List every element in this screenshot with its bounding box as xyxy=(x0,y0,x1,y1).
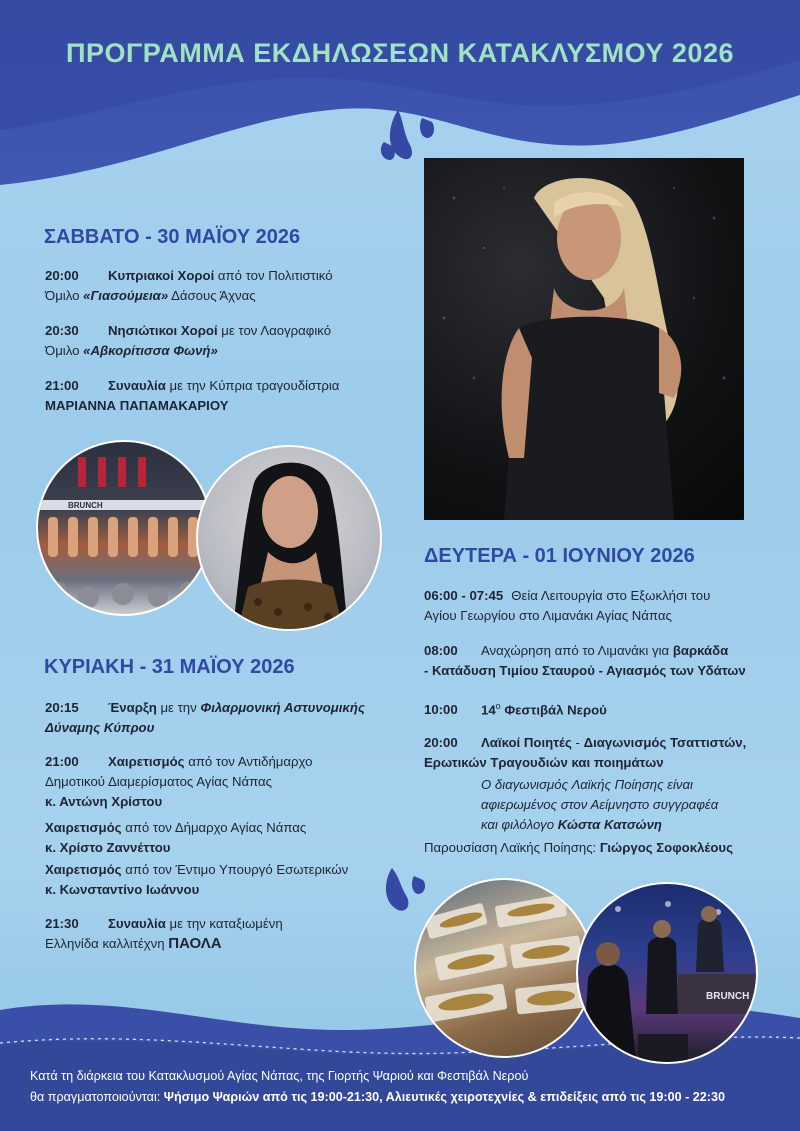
event-title: Έναρξη xyxy=(108,700,157,715)
event-time: 20:30 xyxy=(45,323,79,338)
sunday-event-3 xyxy=(45,818,385,858)
event-time: 08:00 xyxy=(424,643,458,658)
event-text: με την καταξιωμένη xyxy=(165,916,283,931)
monday-heading: ΔΕΥΤΕΡΑ - 01 ΙΟΥΝΙΟΥ 2026 xyxy=(424,545,695,567)
event-text: Θεία Λειτουργία στο Εξωκλήσι του xyxy=(511,588,711,603)
singer-photo xyxy=(424,158,744,520)
event-title: Ερωτικών Τραγουδιών και ποιημάτων xyxy=(424,755,664,770)
event-title: Συναυλία xyxy=(108,378,166,393)
note-text: Ο διαγωνισμός Λαϊκής Ποίησης είναι xyxy=(481,777,693,792)
band-name: Φιλαρμονική Αστυνομικής xyxy=(200,700,365,715)
ordinal-suffix: ο xyxy=(495,701,501,711)
monday-event-3 xyxy=(424,696,784,720)
event-time: 06:00 - 07:45 xyxy=(424,588,504,603)
event-title: Χαιρετισμός xyxy=(108,754,185,769)
brunch-sign: BRUNCH xyxy=(706,991,750,1002)
event-text: με την xyxy=(156,700,201,715)
performer-name: ΠΑΟΛΑ xyxy=(168,935,222,952)
note-text: αφιερωμένος στον Αείμνηστο συγγραφέα xyxy=(481,797,719,812)
band-stage-photo xyxy=(576,882,758,1064)
event-text: Ελληνίδα καλλιτέχνη xyxy=(45,936,169,951)
speaker-name: κ. Χρίστο Ζαννέττου xyxy=(45,840,171,855)
event-title: βαρκάδα xyxy=(672,643,729,658)
footer-text: θα πραγματοποιούνται: xyxy=(30,1090,164,1104)
footer-line-2 xyxy=(30,1087,725,1108)
event-time: 10:00 xyxy=(424,702,458,718)
event-text: από τον Δήμαρχο Αγίας Νάπας xyxy=(121,820,307,835)
event-title: Χαιρετισμός xyxy=(45,862,122,877)
event-text: από τον Αντιδήμαρχο xyxy=(184,754,313,769)
band-name: Δύναμης Κύπρου xyxy=(45,720,155,735)
note-text: και φιλόλογο xyxy=(481,817,558,832)
event-time: 20:00 xyxy=(424,735,458,750)
saturday-event-2 xyxy=(45,321,375,361)
event-text: Όμιλο xyxy=(45,343,84,358)
event-title: Νησιώτικοι Χοροί xyxy=(108,323,218,338)
event-title: Διαγωνισμός Τσαττιστών, xyxy=(583,735,747,750)
event-text: Όμιλο xyxy=(45,288,84,303)
presenter-surname: Σοφοκλέους xyxy=(656,840,733,855)
speaker-name: κ. Αντώνη Χρίστου xyxy=(45,794,163,809)
performer-name: ΜΑΡΙΑΝΝΑ ΠΑΠΑΜΑΚΑΡΙΟΥ xyxy=(45,398,229,413)
event-time: 21:30 xyxy=(45,916,79,931)
sunday-event-2 xyxy=(45,752,385,812)
paola-photo xyxy=(196,445,382,631)
dancers-photo xyxy=(36,440,212,616)
event-text: Δημοτικού Διαμερίσματος Αγίας Νάπας xyxy=(45,774,272,789)
sunday-event-4 xyxy=(45,860,385,900)
saturday-event-3 xyxy=(45,376,385,416)
monday-event-2 xyxy=(424,641,794,681)
monday-note xyxy=(481,775,781,835)
event-text: Δάσους Άχνας xyxy=(168,288,256,303)
event-text: - xyxy=(571,735,584,750)
footer xyxy=(0,1062,800,1131)
event-time: 21:00 xyxy=(45,754,79,769)
event-title: Κυπριακοί Χοροί xyxy=(108,268,215,283)
sunday-event-1 xyxy=(45,698,385,738)
sunday-heading: ΚΥΡΙΑΚΗ - 31 ΜΑΪΟΥ 2026 xyxy=(44,656,295,678)
sunday-event-5 xyxy=(45,914,385,954)
event-text: από τον Πολιτιστικό xyxy=(214,268,333,283)
event-text: Αναχώρηση από το Λιμανάκι για xyxy=(481,643,673,658)
page-title: ΠΡΟΓΡΑΜΜΑ ΕΚΔΗΛΩΣΕΩΝ ΚΑΤΑΚΛΥΣΜΟΥ 2026 xyxy=(66,38,734,68)
event-time: 20:15 xyxy=(45,700,79,715)
event-text: με τον Λαογραφικό xyxy=(217,323,332,338)
presenter-label: Παρουσίαση Λαϊκής Ποίησης: xyxy=(424,840,600,855)
footer-line-1: Κατά τη διάρκεια του Κατακλυσμού Αγίας Νάπας, της Γιορτής Ψαριού και Φεστιβάλ Νερού xyxy=(30,1069,529,1083)
saturday-heading: ΣΑΒΒΑΤΟ - 30 ΜΑΪΟΥ 2026 xyxy=(44,226,301,248)
event-time: 21:00 xyxy=(45,378,79,393)
saturday-event-1 xyxy=(45,266,375,306)
group-name: «Γιασούμεια» xyxy=(83,288,169,303)
grilled-fish-photo xyxy=(414,878,594,1058)
speaker-name: κ. Κωνσταντίνο Ιωάννου xyxy=(45,882,200,897)
footer-highlight: Ψήσιμο Ψαριών από τις 19:00-21:30, Αλιευτικές χειροτεχνίες & επιδείξεις από τις 19:00 - 22:30 xyxy=(163,1090,725,1104)
event-title: Φεστιβάλ Νερού xyxy=(500,702,607,718)
monday-event-1 xyxy=(424,586,784,626)
honoree-name: Κώστα Κατσώνη xyxy=(557,817,662,832)
event-title: Χαιρετισμός xyxy=(45,820,122,835)
presenter-name: Γιώργος xyxy=(599,840,657,855)
event-text: Αγίου Γεωργίου στο Λιμανάκι Αγίας Νάπας xyxy=(424,608,672,623)
event-text: με την Κύπρια τραγουδίστρια xyxy=(165,378,340,393)
event-title: Συναυλία xyxy=(108,916,166,931)
event-text: από τον Έντιμο Υπουργό Εσωτερικών xyxy=(121,862,349,877)
brunch-sign: BRUNCH xyxy=(68,501,103,510)
event-time: 20:00 xyxy=(45,268,79,283)
event-title: - Κατάδυση Τιμίου Σταυρού - Αγιασμός των Υδάτων xyxy=(424,663,746,678)
monday-event-4 xyxy=(424,733,794,773)
monday-presenter xyxy=(424,838,794,858)
group-name: «Αβκορίτισσα Φωνή» xyxy=(83,343,218,358)
festival-number: 14 xyxy=(481,702,496,718)
event-title: Λαϊκοί Ποιητές xyxy=(481,735,572,750)
